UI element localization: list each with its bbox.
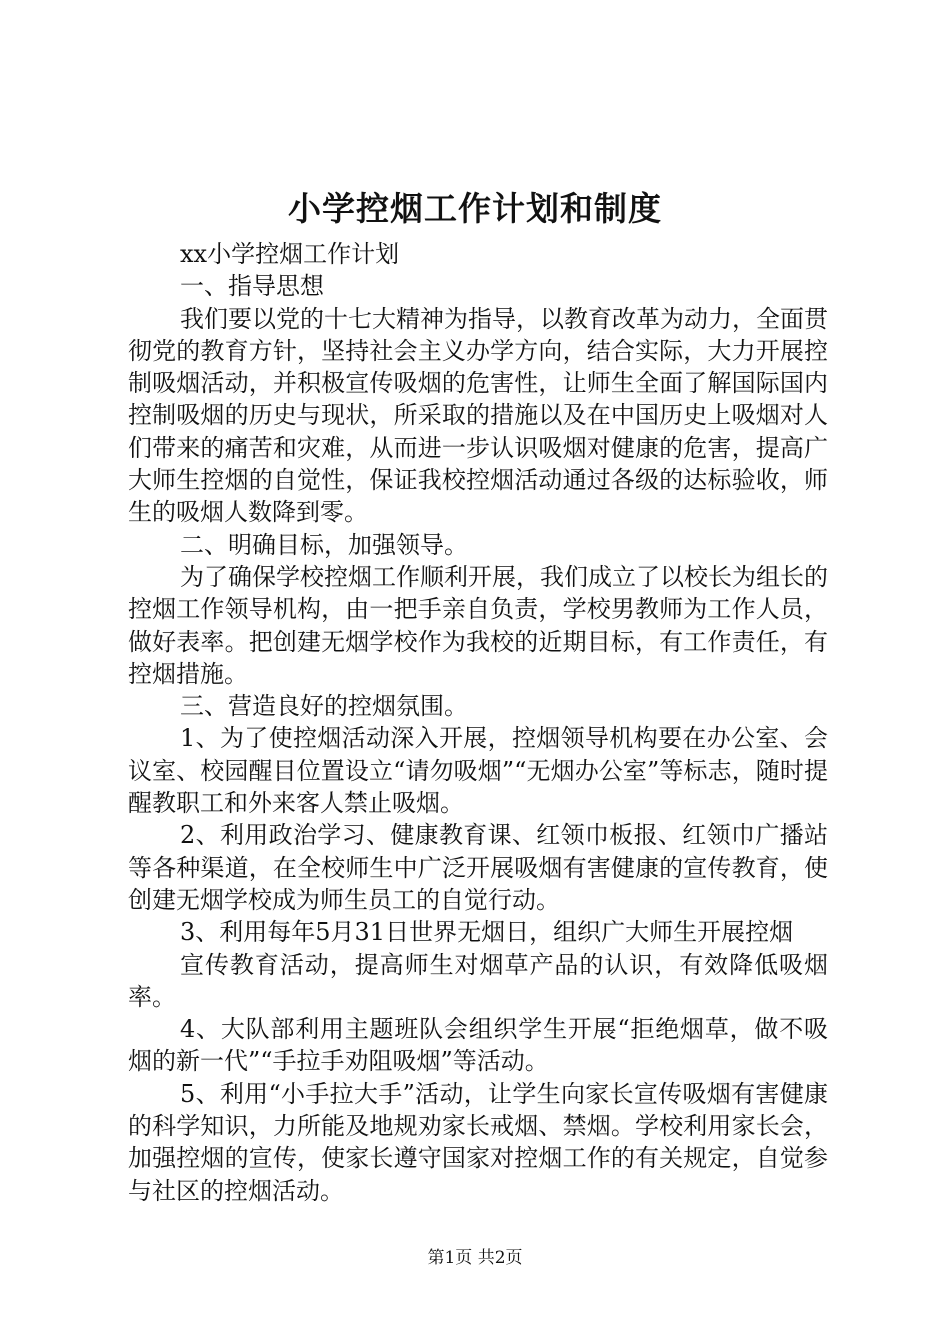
list-item-5: 5、利用“小手拉大手”活动，让学生向家长宣传吸烟有害健康的科学知识，力所能及地规劝家长戒烟、禁烟。学校利用家长会，加强控烟的宣传，使家长遵守国家对控烟工作的有关规定，自觉参与社区的控烟活动。 [128,1079,828,1205]
section-heading-3: 三、营造良好的控烟氛围。 [180,692,468,721]
list-item-2: 2、利用政治学习、健康教育课、红领巾板报、红领巾广播站等各种渠道，在全校师生中广泛开展吸烟有害健康的宣传教育，使创建无烟学校成为师生员工的自觉行动。 [128,821,828,914]
section-heading-2: 二、明确目标，加强领导。 [180,530,468,559]
document-title: 小学控烟工作计划和制度 [288,189,662,228]
paragraph: 我们要以党的十七大精神为指导，以教育改革为动力，全面贯彻党的教育方针，坚持社会主义办学方向，结合实际，大力开展控制吸烟活动，并积极宣传吸烟的危害性，让师生全面了解国际国内控制吸烟的历史与现状，所采取的措施以及在中国历史上吸烟对人们带来的痛苦和灾难，从而进一步认识吸烟对健康的危害，提高广大师生控烟的自觉性，保证我校控烟活动通过各级的达标验收，师生的吸烟人数降到零。 [128,304,828,527]
list-item-1: 1、为了使控烟活动深入开展，控烟领导机构要在办公室、会议室、校园醒目位置设立“请勿吸烟”“无烟办公室”等标志，随时提醒教职工和外来客人禁止吸烟。 [128,724,828,818]
paragraph: 为了确保学校控烟工作顺利开展，我们成立了以校长为组长的控烟工作领导机构，由一把手亲自负责，学校男教师为工作人员，做好表率。把创建无烟学校作为我校的近期目标，有工作责任，有控烟措施。 [128,562,828,688]
document-body [128,238,828,1207]
list-item-3: 3、利用每年5月31日世界无烟日，组织广大师生开展控烟 [180,918,794,947]
plan-heading: xx小学控烟工作计划 [180,240,400,268]
list-item-3-continued: 宣传教育活动，提高师生对烟草产品的认识，有效降低吸烟率。 [128,950,828,1011]
list-item-4: 4、大队部利用主题班队会组织学生开展“拒绝烟草，做不吸烟的新一代”“手拉手劝阻吸烟”等活动。 [128,1015,828,1076]
section-heading-1: 一、指导思想 [180,272,324,301]
page-footer: 第1页 共2页 [427,1248,523,1268]
